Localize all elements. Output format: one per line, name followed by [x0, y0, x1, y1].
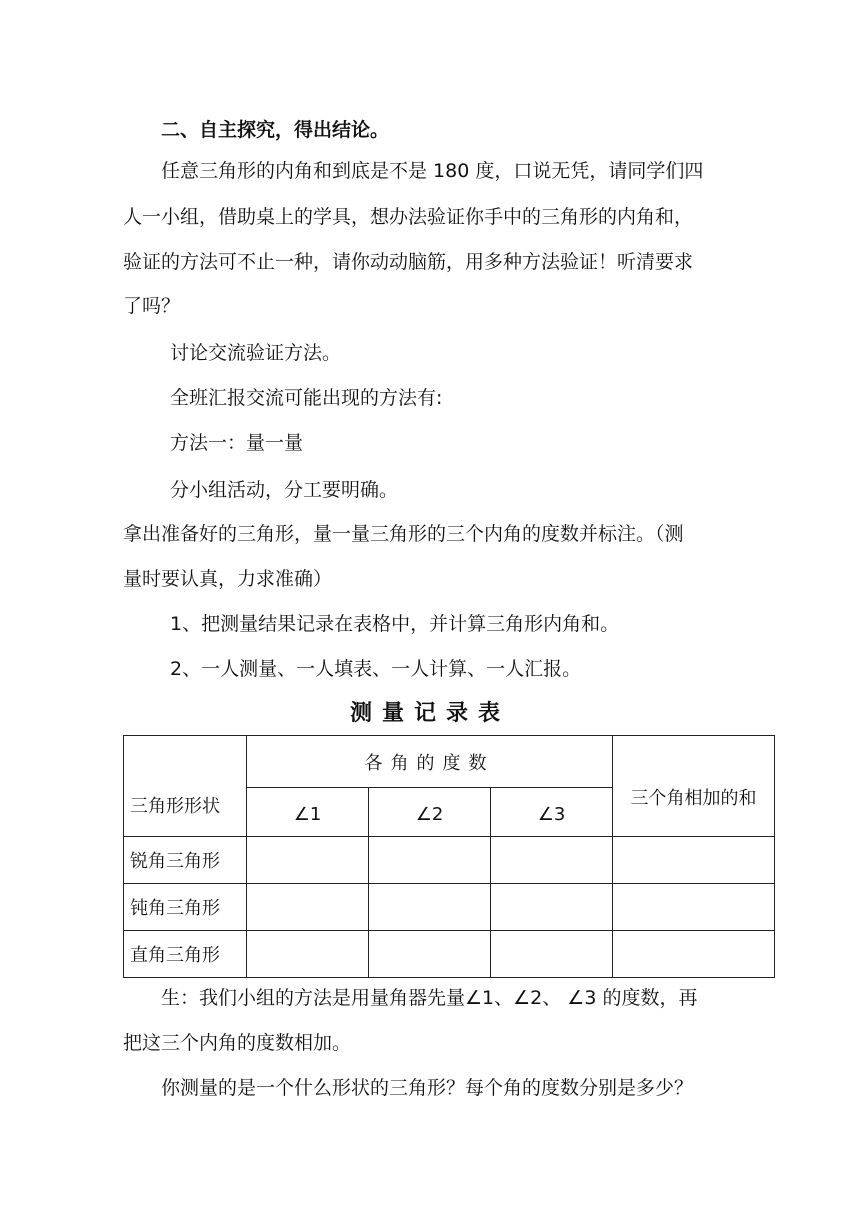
- paragraph-line: 任意三角形的内角和到底是不是 180 度，口说无凭，请同学们四: [161, 160, 704, 182]
- report-text: 全班汇报交流可能出现的方法有:: [170, 387, 443, 409]
- instruction-line: 量时要认真，力求准确）: [123, 568, 333, 590]
- cell-empty[interactable]: [613, 837, 775, 884]
- cell-empty[interactable]: [613, 931, 775, 978]
- cell-empty[interactable]: [613, 884, 775, 931]
- cell-empty[interactable]: [247, 837, 369, 884]
- table-row: [124, 931, 775, 978]
- row-label-obtuse: 钝角三角形: [124, 884, 247, 931]
- cell-empty[interactable]: [369, 931, 491, 978]
- cell-empty[interactable]: [247, 931, 369, 978]
- step-one-text: 1、把测量结果记录在表格中，并计算三角形内角和。: [170, 613, 620, 635]
- header-shape: [124, 736, 247, 837]
- section-heading: 二、自主探究，得出结论。: [161, 119, 390, 141]
- table-title: 测量记录表: [349, 701, 510, 726]
- table-row: [124, 837, 775, 884]
- cell-empty[interactable]: [369, 837, 491, 884]
- header-angle-1: ∠1: [247, 788, 369, 837]
- row-label-right: 直角三角形: [124, 931, 247, 978]
- method-one-text: 方法一：量一量: [170, 432, 304, 454]
- paragraph-line: 了吗？: [123, 295, 181, 317]
- header-angle-3: ∠3: [491, 788, 613, 837]
- header-sum: 三个角相加的和: [613, 736, 775, 837]
- student-answer-line: 把这三个内角的度数相加。: [123, 1032, 352, 1054]
- table-row: [124, 884, 775, 931]
- cell-empty[interactable]: [369, 884, 491, 931]
- group-activity-text: 分小组活动，分工要明确。: [170, 479, 399, 501]
- cell-empty[interactable]: [491, 837, 613, 884]
- row-label-acute: 锐角三角形: [124, 837, 247, 884]
- measurement-table: [123, 735, 775, 978]
- step-two-text: 2、一人测量、一人填表、一人计算、一人汇报。: [170, 658, 582, 680]
- instruction-line: 拿出准备好的三角形，量一量三角形的三个内角的度数并标注。（测: [123, 523, 684, 545]
- paragraph-line: 人一小组，借助桌上的学具，想办法验证你手中的三角形的内角和，: [123, 206, 694, 228]
- paragraph-line: 验证的方法可不止一种，请你动动脑筋，用多种方法验证！听清要求: [123, 251, 694, 273]
- header-angle-2: ∠2: [369, 788, 491, 837]
- cell-empty[interactable]: [247, 884, 369, 931]
- question-text: 你测量的是一个什么形状的三角形？每个角的度数分别是多少？: [161, 1077, 694, 1099]
- student-answer-line: 生：我们小组的方法是用量角器先量∠1、∠2、 ∠3 的度数，再: [161, 987, 698, 1009]
- header-degrees: 各角的度数: [247, 736, 613, 788]
- discuss-text: 讨论交流验证方法。: [170, 342, 342, 364]
- cell-empty[interactable]: [491, 931, 613, 978]
- header-shape-label: 三角形形状: [130, 796, 220, 817]
- cell-empty[interactable]: [491, 884, 613, 931]
